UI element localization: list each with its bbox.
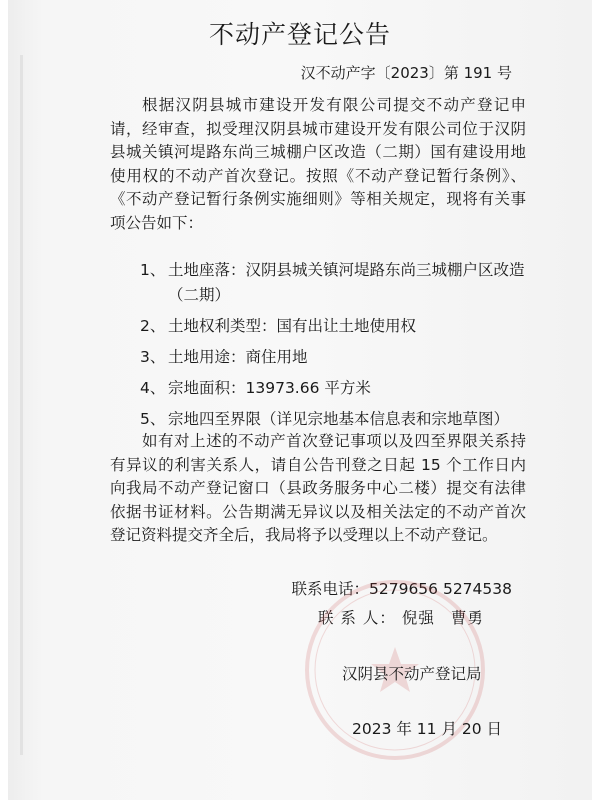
notice-title: 不动产登记公告 (208, 20, 391, 49)
list-item (140, 407, 530, 432)
item-number: 5、 (140, 410, 166, 428)
item-number: 1、 (140, 261, 166, 279)
intro-paragraph: 根据汉阴县城市建设开发有限公司提交不动产登记申请，经审查，拟受理汉阴县城市建设开发有限公司位于汉阴县城关镇河堤路东尚三城棚户区改造（二期）国有建设用地使用权的不动产首次登记。按照《不动产登记暂行条例》、《不动产登记暂行条例实施细则》等相关规定，现将有关事项公告如下： (110, 96, 526, 232)
issuing-authority: 汉阴县不动产登记局 (342, 665, 482, 683)
list-item (140, 314, 530, 339)
notice-intro (110, 94, 526, 235)
issue-date: 2023 年 11 月 20 日 (352, 720, 503, 738)
item-number: 2、 (140, 317, 166, 335)
page-edge-shadow (20, 55, 23, 755)
contact-name: 曹勇 (450, 609, 484, 627)
item-text: 宗地四至界限（详见宗地基本信息表和宗地草图） (168, 410, 510, 428)
item-text: 土地座落：汉阴县城关镇河堤路东尚三城棚户区改造（二期） (168, 261, 525, 304)
item-number: 4、 (140, 379, 166, 397)
contact-label: 联 系 人： (318, 609, 396, 627)
item-text: 宗地面积：13973.66 平方米 (168, 379, 371, 397)
item-number: 3、 (140, 348, 166, 366)
list-item (140, 258, 530, 308)
item-text: 土地权利类型：国有出让土地使用权 (168, 317, 417, 335)
list-item (140, 376, 530, 401)
notice-items-list (140, 258, 530, 438)
document-number: 汉不动产字〔2023〕第 191 号 (300, 64, 512, 82)
contact-name: 倪强 (401, 609, 435, 627)
closing-paragraph: 如有对上述的不动产首次登记事项以及四至界限关系持有异议的利害关系人，请自公告刊登之日起 15 个工作日内向我局不动产登记窗口（县政务服务中心二楼）提交有法律依据书证材料。公告期满无异议以及相关法定的不动产首次登记资料提交齐全后，我局将予以受理以上不动产登记。 (110, 432, 526, 544)
list-item (140, 345, 530, 370)
item-text: 土地用途：商住用地 (168, 348, 308, 366)
contact-phone: 联系电话：5279656 5274538 (291, 580, 512, 598)
